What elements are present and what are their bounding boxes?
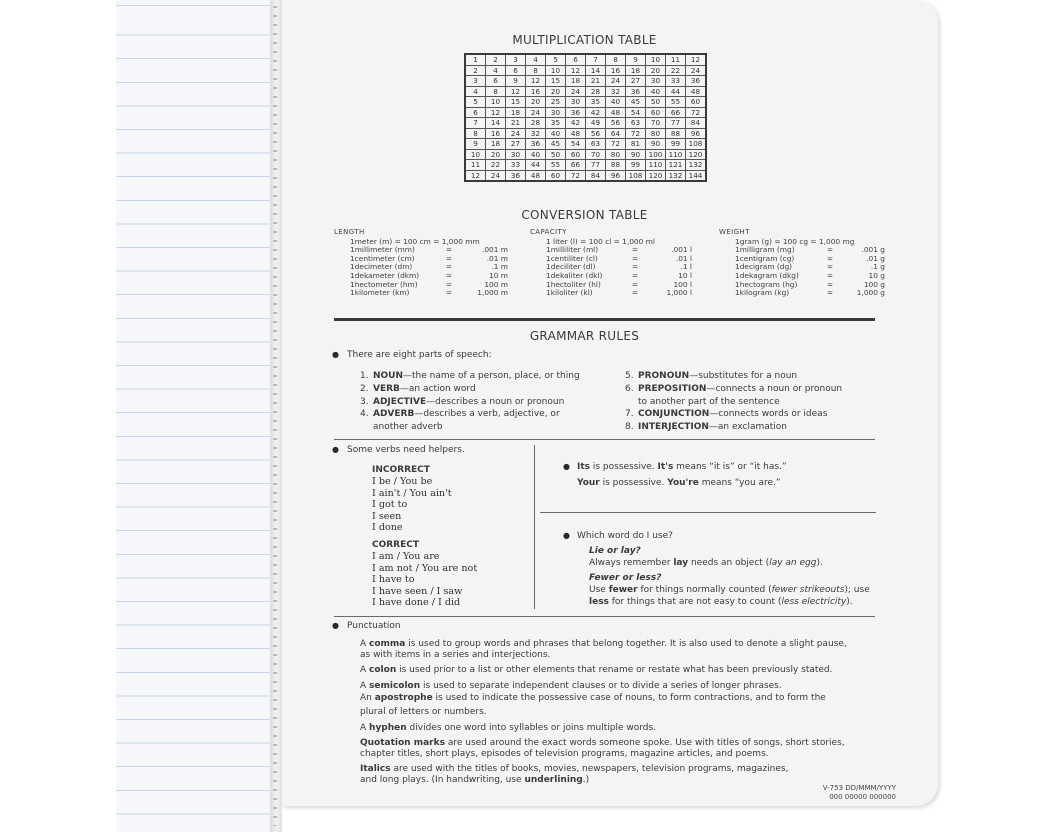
table-cell: 44 xyxy=(526,160,546,171)
table-cell: 32 xyxy=(526,128,546,139)
table-cell: 12 xyxy=(506,86,526,97)
table-cell: 96 xyxy=(686,128,707,139)
table-cell: 50 xyxy=(546,149,566,160)
table-cell: 50 xyxy=(646,97,666,108)
table-cell: 33 xyxy=(506,160,526,171)
table-cell: 10 xyxy=(486,97,506,108)
table-cell: 18 xyxy=(506,107,526,118)
conversion-cell: 1centiliter (cl) xyxy=(546,253,598,263)
part-of-speech-item: 6. PREPOSITION—connects a noun or pronoun xyxy=(625,383,843,394)
table-cell: 33 xyxy=(666,76,686,87)
divider xyxy=(334,439,875,440)
conversion-cell: 1decigram (dg) xyxy=(735,262,793,272)
conversion-cell: .01 l xyxy=(675,253,692,263)
table-cell: 110 xyxy=(646,160,666,171)
barcode-number: 000 00000 000000 xyxy=(829,793,896,801)
list-item: I got to xyxy=(372,499,408,511)
table-cell: 35 xyxy=(586,97,606,108)
conversion-cell: 1meter (m) = 100 cm = 1,000 mm xyxy=(350,236,480,246)
conversion-cell: 10 m xyxy=(489,270,508,280)
conversion-cell: 1dekaliter (dkl) xyxy=(546,270,603,280)
table-cell: 60 xyxy=(566,149,586,160)
comma-rule-cont: as with items in a series and interjections. xyxy=(360,649,551,660)
helpers-intro: Some verbs need helpers. xyxy=(347,445,465,455)
table-cell: 77 xyxy=(586,160,606,171)
table-cell: 40 xyxy=(646,86,666,97)
weight-conversions xyxy=(719,228,924,298)
list-item: I am / You are xyxy=(372,551,440,562)
table-cell: 6 xyxy=(465,107,486,118)
conversion-cell: = xyxy=(631,253,639,263)
table-cell: 36 xyxy=(626,86,646,97)
bullet-icon: ● xyxy=(332,621,339,630)
table-cell: 84 xyxy=(586,170,606,181)
bullet-icon: ● xyxy=(563,462,570,471)
table-cell: 32 xyxy=(606,86,626,97)
table-cell: 30 xyxy=(506,149,526,160)
part-of-speech-item: 3. ADJECTIVE—describes a noun or pronoun xyxy=(360,396,565,407)
table-cell: 9 xyxy=(465,139,486,150)
table-cell: 35 xyxy=(546,118,566,129)
conversion-cell: 1dekameter (dkm) xyxy=(350,270,420,280)
table-cell: 144 xyxy=(686,170,707,181)
hyphen-rule: A hyphen divides one word into syllables or joins multiple words. xyxy=(360,722,657,733)
table-cell: 22 xyxy=(666,65,686,76)
table-cell: 2 xyxy=(486,54,506,65)
table-row xyxy=(465,170,706,181)
table-cell: 40 xyxy=(606,97,626,108)
conversion-cell: 1milligram (mg) xyxy=(735,245,795,255)
table-cell: 42 xyxy=(586,107,606,118)
table-cell: 7 xyxy=(586,54,606,65)
table-cell: 25 xyxy=(546,97,566,108)
table-cell: 18 xyxy=(566,76,586,87)
table-cell: 54 xyxy=(626,107,646,118)
table-cell: 60 xyxy=(686,97,707,108)
conversion-cell: 1 liter (l) = 100 cl = 1,000 ml xyxy=(546,236,655,246)
table-cell: 84 xyxy=(686,118,707,129)
table-cell: 108 xyxy=(626,170,646,181)
part-of-speech-item: 8. INTERJECTION—an exclamation xyxy=(625,422,787,433)
length-conversions xyxy=(334,228,554,298)
table-cell: 70 xyxy=(586,149,606,160)
table-cell: 90 xyxy=(646,139,666,150)
conversion-cell: = xyxy=(826,245,834,255)
table-cell: 110 xyxy=(666,149,686,160)
apostrophe-rule: An apostrophe is used to indicate the possessive case of nouns, to form contractions, and to form the xyxy=(360,693,826,704)
conversion-cell: = xyxy=(445,279,453,289)
conversion-cell: = xyxy=(445,262,453,272)
part-of-speech-item: 1. NOUN—the name of a person, place, or thing xyxy=(360,371,580,381)
conversion-cell: .001 m xyxy=(481,245,508,255)
table-row xyxy=(465,54,706,65)
italics-rule-cont: and long plays. (In handwriting, use underlining.) xyxy=(360,774,590,785)
table-cell: 10 xyxy=(646,54,666,65)
table-cell: 70 xyxy=(646,118,666,129)
table-cell: 100 xyxy=(646,149,666,160)
table-cell: 24 xyxy=(506,128,526,139)
correct-label: CORRECT xyxy=(372,540,420,550)
table-cell: 63 xyxy=(586,139,606,150)
conversion-cell: 1hectometer (hm) xyxy=(350,279,418,289)
conversion-cell: 1milliliter (ml) xyxy=(546,245,599,255)
conversion-cell: .01 g xyxy=(866,253,885,263)
conversion-cell: = xyxy=(445,253,453,263)
table-row xyxy=(465,65,706,76)
table-cell: 16 xyxy=(486,128,506,139)
parts-list-left xyxy=(360,370,580,434)
bullet-icon: ● xyxy=(332,350,339,359)
conversion-cell: = xyxy=(631,262,639,272)
table-cell: 40 xyxy=(546,128,566,139)
table-cell: 72 xyxy=(606,139,626,150)
table-cell: 14 xyxy=(586,65,606,76)
fewer-less-question: Fewer or less? xyxy=(589,573,662,583)
bullet-icon: ● xyxy=(563,531,570,540)
conversion-cell: = xyxy=(631,279,639,289)
conversion-cell xyxy=(884,238,924,247)
table-cell: 2 xyxy=(465,65,486,76)
table-cell: 12 xyxy=(566,65,586,76)
incorrect-label: INCORRECT xyxy=(372,465,430,475)
its-line: Its is possessive. It's means “it is” or “it has.” xyxy=(577,462,787,472)
part-of-speech-item: 2. VERB—an action word xyxy=(360,383,476,394)
conversion-cell: 1deciliter (dl) xyxy=(546,262,596,272)
table-cell: 11 xyxy=(666,54,686,65)
parts-list-right xyxy=(625,370,842,434)
conversion-cell: = xyxy=(631,288,639,298)
table-cell: 28 xyxy=(586,86,606,97)
list-item: I am not / You are not xyxy=(372,562,478,574)
table-cell: 56 xyxy=(606,118,626,129)
conversion-cell: .1 g xyxy=(870,262,885,272)
table-cell: 12 xyxy=(526,76,546,87)
italics-rule: Italics are used with the titles of books, movies, newspapers, television programs, magazines, xyxy=(360,764,789,775)
lie-lay-question: Lie or lay? xyxy=(589,546,641,556)
parts-intro: There are eight parts of speech: xyxy=(347,350,492,360)
punctuation-rules xyxy=(360,638,847,787)
conversion-cell: = xyxy=(826,279,834,289)
table-cell: 8 xyxy=(486,86,506,97)
table-cell: 60 xyxy=(646,107,666,118)
multiplication-title: MULTIPLICATION TABLE xyxy=(512,33,657,47)
divider xyxy=(540,512,876,513)
section-divider xyxy=(334,318,875,321)
length-header: LENGTH xyxy=(334,228,365,236)
table-row xyxy=(465,107,706,118)
quotation-rule-cont: chapter titles, short plays, episodes of television programs, magazine articles, and poems. xyxy=(360,748,769,759)
table-cell: 20 xyxy=(546,86,566,97)
conversion-cell: = xyxy=(445,245,453,255)
capacity-header: CAPACITY xyxy=(530,228,567,236)
conversion-cell: 1hectogram (hg) xyxy=(735,279,798,289)
table-row xyxy=(465,76,706,87)
table-cell: 24 xyxy=(606,76,626,87)
table-cell: 99 xyxy=(666,139,686,150)
multiplication-table xyxy=(464,53,707,182)
conversion-cell: .001 g xyxy=(861,245,885,255)
conversion-cell: 100 m xyxy=(484,279,508,289)
table-row xyxy=(465,128,706,139)
table-cell: 21 xyxy=(506,118,526,129)
table-cell: 27 xyxy=(626,76,646,87)
table-cell: 132 xyxy=(666,170,686,181)
reference-page xyxy=(282,0,938,806)
colon-rule: A colon is used prior to a list or other elements that rename or restate what has been previously stated. xyxy=(360,665,833,676)
table-cell: 16 xyxy=(526,86,546,97)
table-cell: 36 xyxy=(506,170,526,181)
conversion-cell: 1hectoliter (hl) xyxy=(546,279,601,289)
list-item: I have seen / I saw xyxy=(372,585,463,597)
table-cell: 64 xyxy=(606,128,626,139)
list-item: I have to xyxy=(372,574,415,586)
capacity-conversions xyxy=(530,228,731,298)
table-cell: 20 xyxy=(486,149,506,160)
conversion-cell: 1centigram (cg) xyxy=(735,253,795,263)
table-cell: 48 xyxy=(686,86,707,97)
fewer-answer: Use fewer for things normally counted (fewer strikeouts); use xyxy=(589,585,870,595)
table-cell: 54 xyxy=(566,139,586,150)
table-cell: 60 xyxy=(546,170,566,181)
conversion-cell: = xyxy=(826,270,834,280)
table-row xyxy=(465,86,706,97)
quotation-rule: Quotation marks are used around the exact words someone spoke. Use with titles of songs, short stories, xyxy=(360,738,845,749)
table-cell: 15 xyxy=(546,76,566,87)
table-cell: 24 xyxy=(526,107,546,118)
table-cell: 40 xyxy=(526,149,546,160)
bullet-icon: ● xyxy=(332,445,339,454)
table-cell: 27 xyxy=(506,139,526,150)
table-cell: 5 xyxy=(546,54,566,65)
part-of-speech-item: 7. CONJUNCTION—connects words or ideas xyxy=(625,409,828,420)
comma-rule: A comma is used to group words and phrases that belong together. It is also used to denote a slight pause, xyxy=(360,639,847,649)
table-cell: 44 xyxy=(666,86,686,97)
table-cell: 55 xyxy=(546,160,566,171)
conversion-cell: .1 m xyxy=(491,262,508,272)
conversion-cell: = xyxy=(631,245,639,255)
table-cell: 96 xyxy=(606,170,626,181)
table-row xyxy=(465,149,706,160)
lie-lay-answer: Always remember lay needs an object (lay an egg). xyxy=(589,558,823,568)
table-cell: 121 xyxy=(666,160,686,171)
conversion-row xyxy=(350,289,554,298)
table-row xyxy=(465,118,706,129)
conversion-cell: = xyxy=(445,270,453,280)
conversion-cell: 10 l xyxy=(678,270,692,280)
table-cell: 20 xyxy=(526,97,546,108)
conversion-cell: 1kiloliter (kl) xyxy=(546,288,593,298)
table-cell: 3 xyxy=(506,54,526,65)
table-cell: 66 xyxy=(566,160,586,171)
conversion-cell: = xyxy=(826,262,834,272)
table-cell: 6 xyxy=(566,54,586,65)
table-cell: 48 xyxy=(606,107,626,118)
table-cell: 108 xyxy=(686,139,707,150)
conversion-cell: 1,000 g xyxy=(856,288,885,298)
conversion-cell: = xyxy=(826,253,834,263)
table-cell: 4 xyxy=(486,65,506,76)
list-item: I done xyxy=(372,522,403,534)
grammar-title: GRAMMAR RULES xyxy=(529,329,640,343)
your-line: Your is possessive. You're means “you are.” xyxy=(577,478,781,488)
less-answer: less for things that are not easy to count (less electricity). xyxy=(589,597,853,607)
list-item: I have done / I did xyxy=(372,597,461,609)
conversion-cell: 100 g xyxy=(863,279,885,289)
product-code xyxy=(823,784,896,802)
table-cell: 6 xyxy=(486,76,506,87)
table-cell: 21 xyxy=(586,76,606,87)
conversion-cell: .1 l xyxy=(680,262,692,272)
table-cell: 9 xyxy=(626,54,646,65)
table-cell: 12 xyxy=(686,54,707,65)
conversion-cell: = xyxy=(826,288,834,298)
table-cell: 99 xyxy=(626,160,646,171)
table-cell: 1 xyxy=(465,54,486,65)
table-cell: 30 xyxy=(546,107,566,118)
list-item: I ain't / You ain't xyxy=(372,487,452,499)
table-cell: 6 xyxy=(506,65,526,76)
table-cell: 20 xyxy=(646,65,666,76)
table-cell: 77 xyxy=(666,118,686,129)
list-item: I seen xyxy=(372,510,402,522)
table-cell: 72 xyxy=(566,170,586,181)
conversion-cell: 1dekagram (dkg) xyxy=(735,270,799,280)
table-cell: 7 xyxy=(465,118,486,129)
table-cell: 88 xyxy=(666,128,686,139)
table-cell: 8 xyxy=(606,54,626,65)
part-of-speech-item: to another part of the sentence xyxy=(638,396,780,407)
table-cell: 16 xyxy=(606,65,626,76)
column-divider xyxy=(534,445,535,609)
table-cell: 120 xyxy=(646,170,666,181)
part-of-speech-item: 5. PRONOUN—substitutes for a noun xyxy=(625,371,798,381)
incorrect-list xyxy=(372,476,452,534)
conversion-cell: .001 l xyxy=(671,245,692,255)
table-cell: 48 xyxy=(566,128,586,139)
conversion-cell: 100 l xyxy=(673,279,692,289)
divider xyxy=(334,616,875,617)
table-cell: 48 xyxy=(526,170,546,181)
conversion-cell: 1centimeter (cm) xyxy=(350,253,415,263)
conversion-cell: .01 m xyxy=(486,253,508,263)
table-cell: 80 xyxy=(606,149,626,160)
table-cell: 45 xyxy=(626,97,646,108)
table-cell: 90 xyxy=(626,149,646,160)
conversion-cell: = xyxy=(631,270,639,280)
table-cell: 88 xyxy=(606,160,626,171)
table-cell: 5 xyxy=(465,97,486,108)
conversion-cell: 1kilometer (km) xyxy=(350,288,410,298)
table-cell: 4 xyxy=(526,54,546,65)
apostrophe-rule-cont: plural of letters or numbers. xyxy=(360,706,487,717)
table-cell: 24 xyxy=(686,65,707,76)
table-cell: 72 xyxy=(626,128,646,139)
part-of-speech-item: 4. ADVERB—describes a verb, adjective, or xyxy=(360,409,560,420)
table-cell: 56 xyxy=(586,128,606,139)
weight-header: WEIGHT xyxy=(719,228,750,236)
table-cell: 120 xyxy=(686,149,707,160)
table-row xyxy=(465,139,706,150)
conversion-title: CONVERSION TABLE xyxy=(521,208,648,222)
which-intro: Which word do I use? xyxy=(577,531,673,541)
table-cell: 42 xyxy=(566,118,586,129)
product-code-line: V-753 DD/MMM/YYYY xyxy=(822,784,896,792)
table-cell: 22 xyxy=(486,160,506,171)
table-cell: 10 xyxy=(546,65,566,76)
conversion-cell: 1decimeter (dm) xyxy=(350,262,413,272)
table-cell: 8 xyxy=(526,65,546,76)
table-cell: 15 xyxy=(506,97,526,108)
conversion-cell: 1gram (g) = 100 cg = 1,000 mg xyxy=(735,236,855,246)
table-cell: 30 xyxy=(566,97,586,108)
conversion-row xyxy=(546,289,731,298)
table-cell: 36 xyxy=(686,76,707,87)
table-cell: 36 xyxy=(566,107,586,118)
table-cell: 14 xyxy=(486,118,506,129)
table-cell: 28 xyxy=(526,118,546,129)
table-cell: 81 xyxy=(626,139,646,150)
left-notebook-page xyxy=(116,0,277,832)
table-cell: 10 xyxy=(465,149,486,160)
conversion-cell: 1,000 l xyxy=(666,288,692,298)
table-cell: 55 xyxy=(666,97,686,108)
table-cell: 12 xyxy=(486,107,506,118)
punctuation-intro: Punctuation xyxy=(347,621,401,631)
table-cell: 11 xyxy=(465,160,486,171)
conversion-cell: 1,000 m xyxy=(477,288,508,298)
table-cell: 18 xyxy=(626,65,646,76)
table-cell: 30 xyxy=(646,76,666,87)
table-cell: 72 xyxy=(686,107,707,118)
table-cell: 18 xyxy=(486,139,506,150)
conversion-cell: 1millimeter (mm) xyxy=(350,245,415,255)
table-cell: 3 xyxy=(465,76,486,87)
table-cell: 9 xyxy=(506,76,526,87)
table-cell: 49 xyxy=(586,118,606,129)
table-cell: 12 xyxy=(465,170,486,181)
table-cell: 4 xyxy=(465,86,486,97)
list-item: I be / You be xyxy=(372,476,433,487)
conversion-cell: 10 g xyxy=(868,270,885,280)
table-cell: 24 xyxy=(486,170,506,181)
table-cell: 132 xyxy=(686,160,707,171)
table-cell: 36 xyxy=(526,139,546,150)
table-row xyxy=(465,97,706,108)
table-cell: 80 xyxy=(646,128,666,139)
conversion-row xyxy=(735,289,924,298)
table-cell: 66 xyxy=(666,107,686,118)
spine-stitching xyxy=(273,6,277,826)
semicolon-rule: A semicolon is used to separate independent clauses or to divide a series of longer phrases. xyxy=(360,680,782,691)
conversion-cell: = xyxy=(445,288,453,298)
conversion-cell: 1kilogram (kg) xyxy=(735,288,790,298)
table-cell: 24 xyxy=(566,86,586,97)
table-cell: 45 xyxy=(546,139,566,150)
table-row xyxy=(465,160,706,171)
table-cell: 8 xyxy=(465,128,486,139)
correct-list xyxy=(372,551,477,609)
table-cell: 63 xyxy=(626,118,646,129)
part-of-speech-item: another adverb xyxy=(373,422,443,433)
